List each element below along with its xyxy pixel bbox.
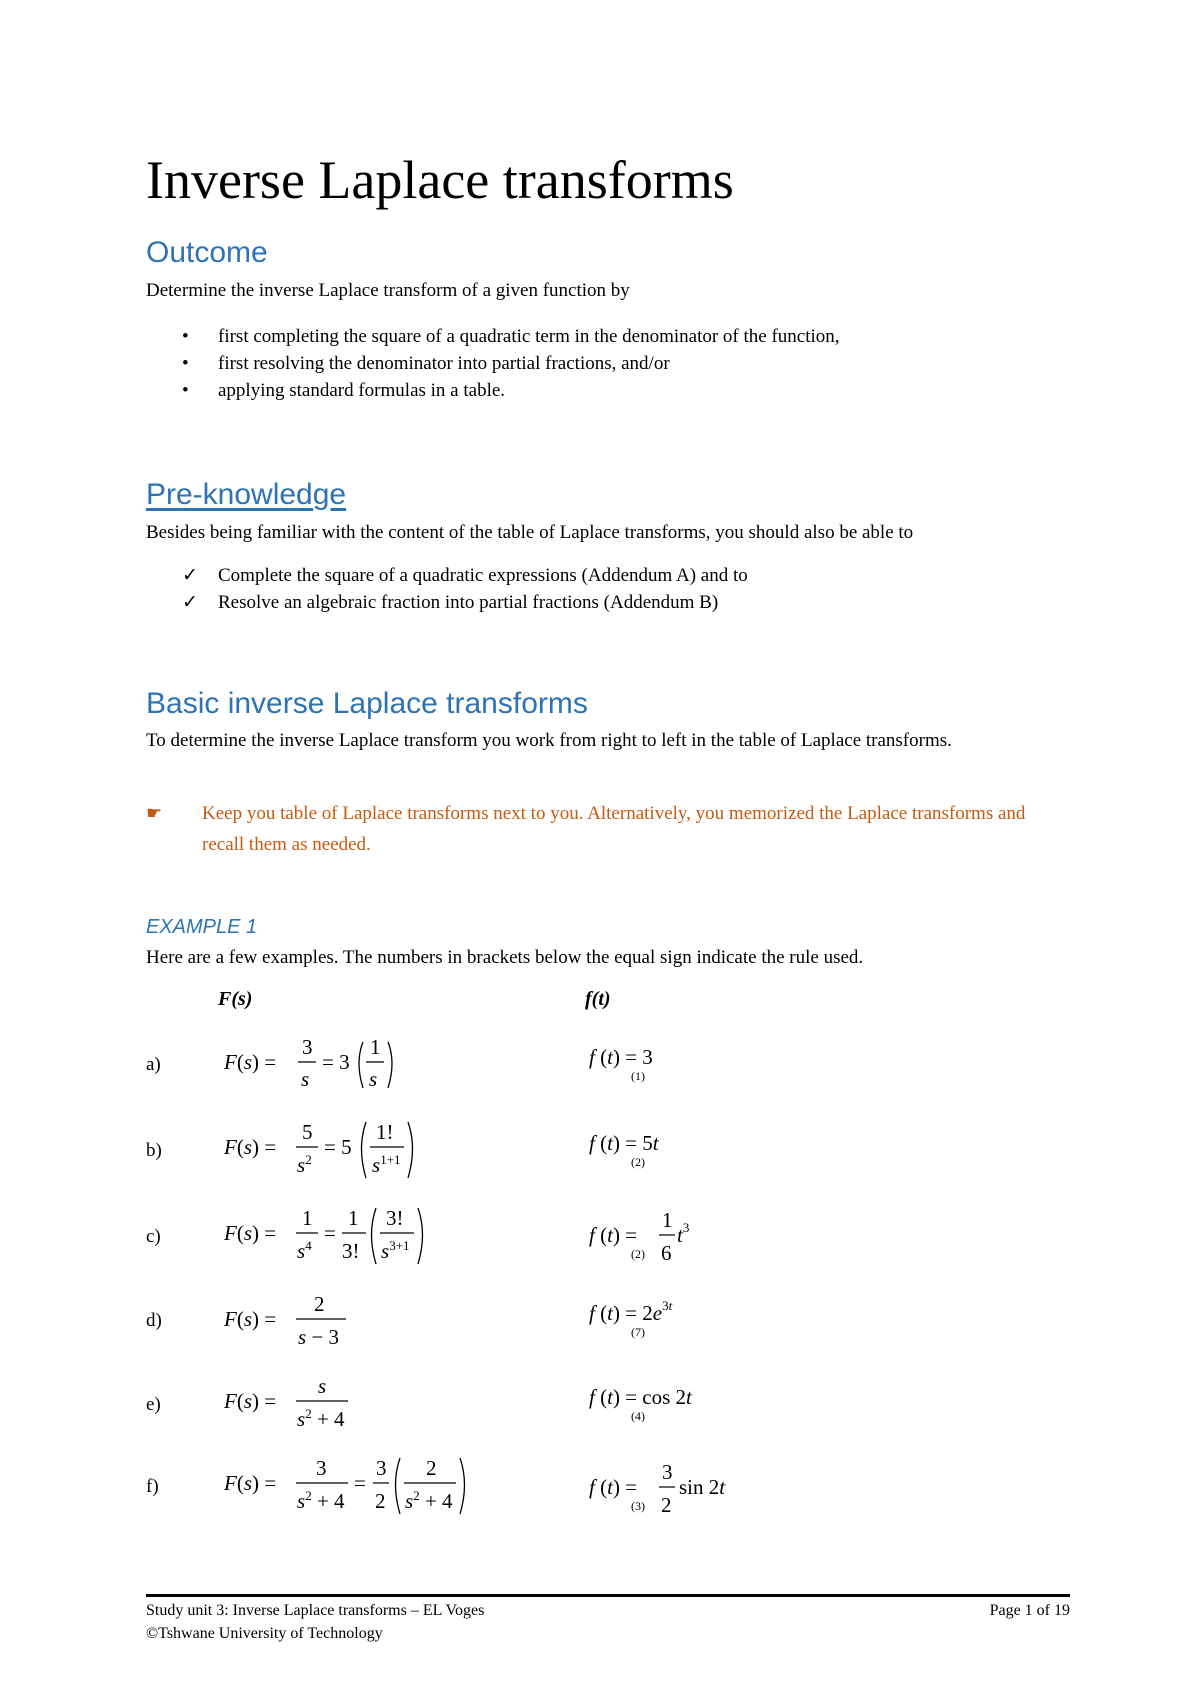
formula-b-F <box>218 1112 438 1188</box>
row-label-a: a) <box>146 1054 161 1075</box>
rule-f: (3) <box>631 1499 645 1513</box>
row-label-c: c) <box>146 1226 161 1247</box>
svg-text:f (t) = 2e3t: f $(t) = 2e^{3t}$ <box>589 1298 673 1325</box>
basic-text: To determine the inverse Laplace transform you work from right to left in the table of Laplace transforms. <box>146 730 952 751</box>
svg-text:3!: 3! <box>386 1206 404 1230</box>
svg-text:3!: 3! <box>342 1239 360 1263</box>
page-number: Page 1 of 19 <box>989 1602 1070 1619</box>
preknowledge-heading[interactable]: Pre-knowledge <box>146 478 347 511</box>
formula-c-F <box>218 1198 438 1274</box>
checkmark-icon: ✓ <box>182 592 198 613</box>
svg-text:s2 + 4: $s^2 + 4$ <box>405 1488 453 1513</box>
svg-text:2: 2 <box>661 1493 672 1517</box>
formula-a-F <box>218 1030 418 1100</box>
svg-text:s1+1: $s^{1+1}$ <box>372 1152 401 1177</box>
formula-b-f <box>585 1124 725 1176</box>
list-item: ✓ Complete the square of a quadratic expressions (Addendum A) and to <box>146 562 748 589</box>
bullet-icon: • <box>182 326 189 347</box>
svg-text:2: 2 <box>426 1456 437 1480</box>
outcome-heading: Outcome <box>146 236 268 269</box>
formula-c-f <box>585 1200 725 1272</box>
formula-d-F <box>218 1284 398 1360</box>
formula-e-F <box>218 1366 398 1442</box>
example-heading: EXAMPLE 1 <box>146 916 258 938</box>
svg-text:3: 3 <box>302 1035 313 1059</box>
formula-a-f <box>585 1038 725 1090</box>
row-label-e: e) <box>146 1394 161 1415</box>
svg-text:2: 2 <box>375 1489 386 1513</box>
list-item: • applying standard formulas in a table. <box>146 377 840 404</box>
example-intro: Here are a few examples. The numbers in brackets below the equal sign indicate the rule used. <box>146 947 864 968</box>
formula-f-F <box>218 1448 478 1524</box>
svg-text:s: s <box>301 1067 310 1091</box>
svg-text:1: 1 <box>302 1206 313 1230</box>
svg-text:5: 5 <box>302 1120 313 1144</box>
svg-text:6: 6 <box>661 1241 672 1265</box>
bullet-icon: • <box>182 380 189 401</box>
svg-text:3: 3 <box>662 1460 673 1484</box>
footer <box>146 1600 1070 1622</box>
svg-text:s2 + 4: $s^2 + 4$ <box>297 1488 345 1513</box>
svg-text:s: s <box>369 1067 378 1091</box>
svg-text:s − 3: s − 3 <box>298 1325 340 1349</box>
svg-text:= 3: = 3 <box>322 1050 350 1074</box>
svg-text:s: s <box>318 1374 327 1398</box>
note-text: Keep you table of Laplace transforms next to you. Alternatively, you memorized the Laplace transforms and recall them as needed. <box>202 803 1026 855</box>
svg-text:2: 2 <box>314 1292 325 1316</box>
svg-text:f (t) = cos 2t: f (t) = cos 2t <box>589 1385 692 1409</box>
footer-copyright: ©Tshwane University of Technology <box>146 1625 383 1642</box>
svg-text:=: = <box>324 1221 336 1245</box>
row-label-b: b) <box>146 1140 162 1161</box>
footer-course: Study unit 3: Inverse Laplace transforms – EL Voges <box>146 1602 485 1619</box>
svg-text:F(s) =: F(s) = <box>224 1135 277 1159</box>
checkmark-icon: ✓ <box>182 565 198 586</box>
list-item: ✓ Resolve an algebraic fraction into partial fractions (Addendum B) <box>146 589 748 616</box>
formula-f-f <box>585 1452 745 1524</box>
svg-text:1!: 1! <box>376 1120 394 1144</box>
svg-text:F(s) =: F(s) = <box>224 1050 277 1074</box>
rule-e: (4) <box>631 1409 645 1423</box>
column-header-f: f(t) <box>585 988 611 1010</box>
formula-e-f <box>585 1378 735 1430</box>
outcome-list <box>146 323 840 404</box>
row-label-d: d) <box>146 1310 162 1331</box>
rule-c: (2) <box>631 1247 645 1261</box>
rule-b: (2) <box>631 1155 645 1169</box>
svg-text:3: 3 <box>376 1456 387 1480</box>
svg-text:=: = <box>354 1471 366 1495</box>
svg-text:f (t) =: f (t) = <box>589 1475 638 1499</box>
preknowledge-intro: Besides being familiar with the content of the table of Laplace transforms, you should also be able to <box>146 522 914 543</box>
rule-a: (1) <box>631 1069 645 1083</box>
svg-text:1: 1 <box>370 1035 381 1059</box>
svg-text:1: 1 <box>662 1208 673 1232</box>
note-callout <box>146 798 1066 860</box>
preknowledge-list <box>146 562 748 616</box>
basic-heading: Basic inverse Laplace transforms <box>146 687 588 720</box>
svg-text:3: 3 <box>316 1456 327 1480</box>
svg-text:s3+1: $s^{3+1}$ <box>381 1238 410 1263</box>
svg-text:s2 + 4: $s^2 + 4$ <box>297 1406 345 1431</box>
svg-text:f (t) = 5t: f (t) = 5t <box>589 1131 659 1155</box>
svg-text:sin 2t: sin 2t <box>679 1475 726 1499</box>
svg-text:s2: $s^2$ <box>297 1152 312 1177</box>
list-item: • first resolving the denominator into partial fractions, and/or <box>146 350 840 377</box>
footer-divider <box>146 1594 1070 1597</box>
formula-d-f <box>585 1294 735 1346</box>
svg-text:F(s) =: F(s) = <box>224 1471 277 1495</box>
row-label-f: f) <box>146 1476 159 1497</box>
pointing-hand-icon: ☛ <box>146 803 163 824</box>
svg-text:f (t) = 3: f (t) = 3 <box>589 1045 653 1069</box>
outcome-intro: Determine the inverse Laplace transform of a given function by <box>146 280 630 301</box>
page-title: Inverse Laplace transforms <box>146 150 734 210</box>
svg-text:1: 1 <box>348 1206 359 1230</box>
list-item: • first completing the square of a quadratic term in the denominator of the function, <box>146 323 840 350</box>
svg-text:f (t) =: f (t) = <box>589 1223 638 1247</box>
svg-text:t3: $t^3$ <box>677 1220 690 1247</box>
svg-text:F(s) =: F(s) = <box>224 1221 277 1245</box>
svg-text:F(s) =: F(s) = <box>224 1307 277 1331</box>
bullet-icon: • <box>182 353 189 374</box>
svg-text:s4: $s^4$ <box>297 1238 312 1263</box>
column-header-F: F(s) <box>218 988 253 1010</box>
rule-d: (7) <box>631 1325 645 1339</box>
svg-text:F(s) =: F(s) = <box>224 1389 277 1413</box>
svg-text:= 5: = 5 <box>324 1135 352 1159</box>
